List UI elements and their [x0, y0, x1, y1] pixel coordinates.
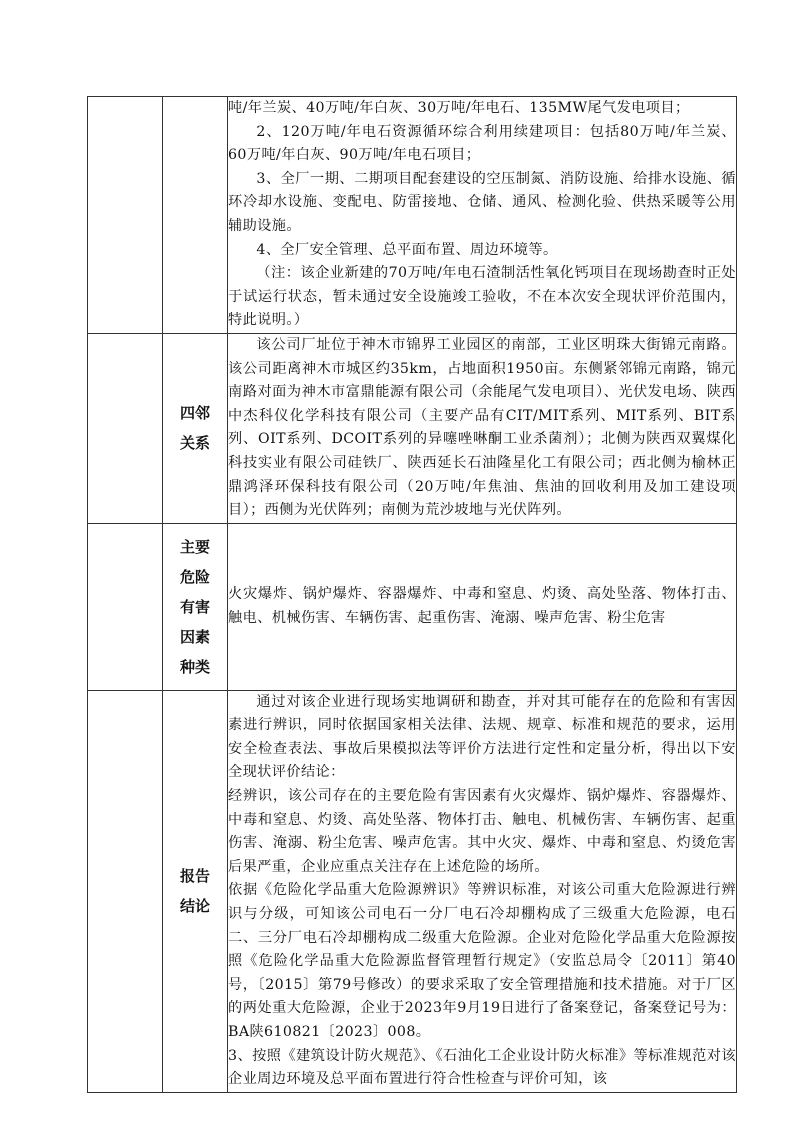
blank-cell	[88, 690, 163, 1092]
label-line: 危险	[179, 567, 210, 586]
blank-cell	[88, 333, 163, 523]
table-row-surroundings	[88, 333, 737, 523]
conclusion-label	[163, 690, 228, 1092]
surroundings-content	[228, 333, 737, 523]
hazards-label	[163, 523, 228, 690]
blank-cell	[88, 523, 163, 690]
conclusion-paragraph: 3、按照《建筑设计防火规范》、《石油化工企业设计防火标准》等标准规范对该企业周边环境及总平面布置进行符合性检查与评价可知，该	[228, 1047, 736, 1088]
report-table	[87, 96, 737, 1093]
label-line: 报告	[179, 867, 210, 886]
scope-content	[228, 97, 737, 334]
label-line: 因素	[179, 627, 210, 646]
label-line: 种类	[179, 657, 210, 676]
label-line: 结论	[179, 897, 210, 916]
label-line: 主要	[179, 537, 210, 556]
scope-paragraph: 2、120万吨/年电石资源循环综合利用续建项目：包括80万吨/年兰炭、60万吨/年白灰、90万吨/年电石项目；	[228, 123, 736, 164]
conclusion-content	[228, 690, 737, 1092]
scope-paragraph: 4、全厂安全管理、总平面布置、周边环境等。	[256, 241, 558, 258]
conclusion-paragraph: 依据《危险化学品重大危险源辨识》等辨识标准，对该公司重大危险源进行辨识与分级，可知该公司电石一分厂电石冷却棚构成了三级重大危险源，电石二、三分厂电石冷却棚构成二级重大危险源。企业对危险化学品重大危险源按照《危险化学品重大危险源监督管理暂行规定》（安监总局令〔2011〕第40号，〔2015〕第79号修改）的要求采取了安全管理措施和技术措施。对于厂区的两处重大危险源，企业于2023年9月19日进行了备案登记，备案登记号为：BA陕610821〔2023〕008。	[228, 882, 736, 1040]
hazards-text: 火灾爆炸、锅炉爆炸、容器爆炸、中毒和窒息、灼烫、高处坠落、物体打击、触电、机械伤害、车辆伤害、起重伤害、淹溺、噪声危害、粉尘危害	[228, 586, 736, 626]
label-line: 关系	[179, 434, 210, 453]
label-line: 有害	[179, 597, 210, 616]
scope-paragraph: 3、全厂一期、二期项目配套建设的空压制氮、消防设施、给排水设施、循环冷却水设施、变配电、防雷接地、仓储、通风、检测化验、供热采暖等公用辅助设施。	[228, 170, 736, 234]
blank-cell	[88, 97, 163, 334]
scope-note: （注：该企业新建的70万吨/年电石渣制活性氧化钙项目在现场勘查时正处于试运行状态，暂未通过安全设施竣工验收，不在本次安全现状评价范围内，特此说明。）	[228, 265, 736, 329]
table-row-hazards	[88, 523, 737, 690]
hazards-content	[228, 523, 737, 690]
conclusion-paragraph: 经辨识，该公司存在的主要危险有害因素有火灾爆炸、锅炉爆炸、容器爆炸、中毒和窒息、灼烫、高处坠落、物体打击、触电、机械伤害、车辆伤害、起重伤害、淹溺、粉尘危害、噪声危害。其中火灾、爆炸、中毒和窒息、灼烫危害后果严重，企业应重点关注存在上述危险的场所。	[228, 788, 736, 875]
table-row-scope	[88, 97, 737, 334]
label-line: 四邻	[179, 404, 210, 423]
surroundings-label	[163, 333, 228, 523]
conclusion-paragraph: 通过对该企业进行现场实地调研和勘查，并对其可能存在的危险和有害因素进行辨识，同时依据国家相关法律、法规、规章、标准和规范的要求，运用安全检查表法、事故后果模拟法等评价方法进行定性和定量分析，得出以下安全现状评价结论：	[228, 693, 736, 781]
surroundings-text: 该公司厂址位于神木市锦界工业园区的南部，工业区明珠大街锦元南路。该公司距离神木市城区约35km，占地面积1950亩。东侧紧邻锦元南路，锦元南路对面为神木市富鼎能源有限公司（余能尾气发电项目）、光伏发电场、陕西中杰科仪化学科技有限公司（主要产品有CIT/MIT系列、MIT系列、BIT系列、OIT系列、DCOIT系列的异噻唑啉酮工业杀菌剂）；北侧为陕西双翼煤化科技实业有限公司硅铁厂、陕西延长石油隆星化工有限公司；西北侧为榆林正鼎鸿泽环保科技有限公司（20万吨/年焦油、焦油的回收利用及加工建设项目）；西侧为光伏阵列；南侧为荒沙坡地与光伏阵列。	[228, 336, 736, 519]
table-row-conclusion	[88, 690, 737, 1092]
label-cell-scope	[163, 97, 228, 334]
scope-paragraph: 吨/年兰炭、40万吨/年白灰、30万吨/年电石、135MW尾气发电项目；	[228, 100, 690, 116]
